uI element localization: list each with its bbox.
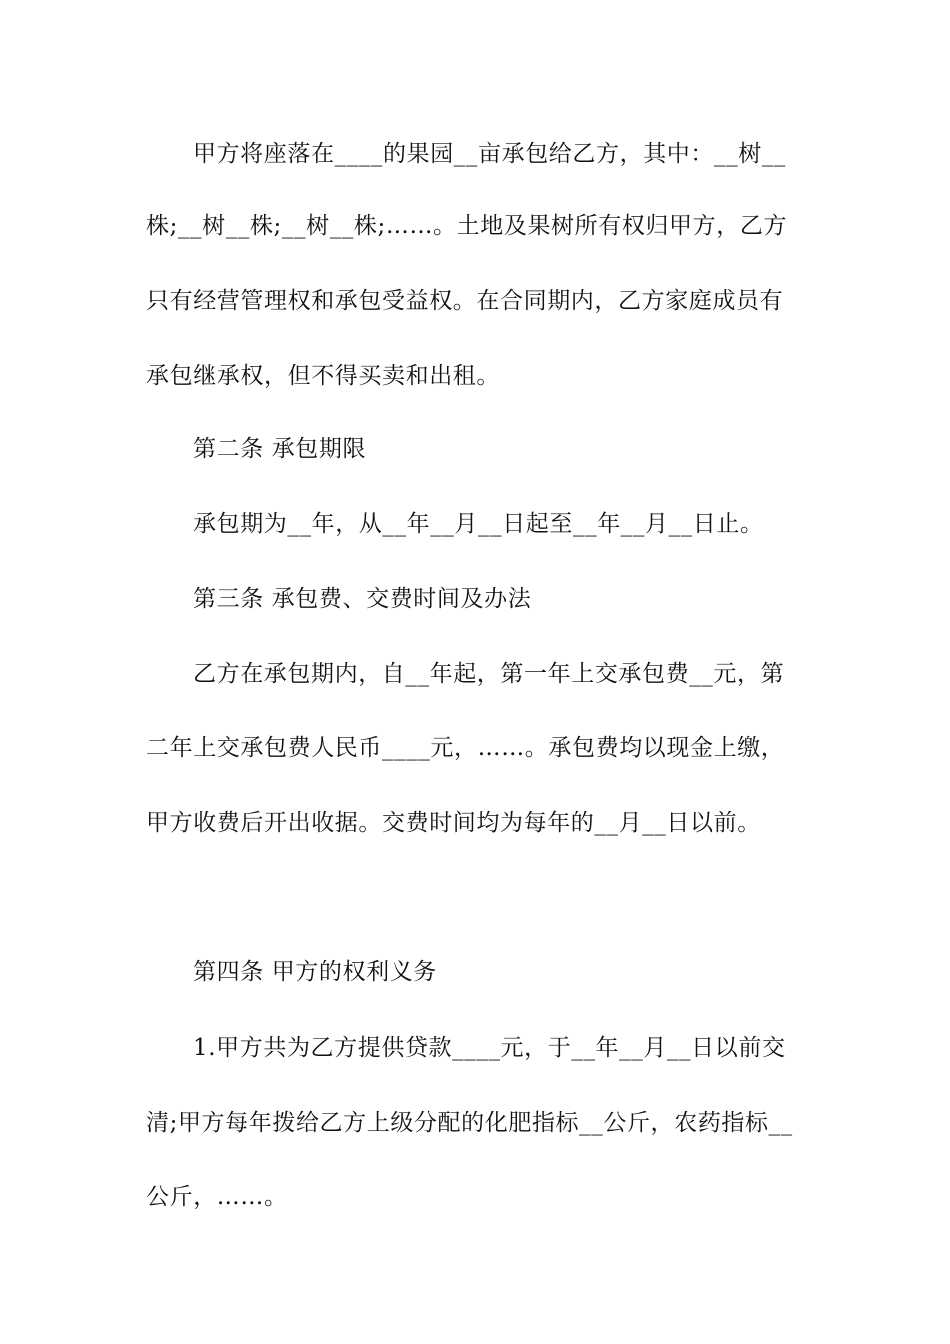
article-body-line: 清;甲方每年拨给乙方上级分配的化肥指标__公斤，农药指标__ bbox=[146, 1110, 793, 1136]
article-body-line: 公斤，……。 bbox=[146, 1184, 288, 1210]
article-heading: 第三条 承包费、交费时间及办法 bbox=[193, 586, 532, 612]
article-body-line: 甲方收费后开出收据。交费时间均为每年的__月__日以前。 bbox=[146, 810, 761, 836]
article-body-line: 1.甲方共为乙方提供贷款____元，于__年__月__日以前交 bbox=[193, 1035, 786, 1061]
article-body-line: 二年上交承包费人民币____元，……。承包费均以现金上缴， bbox=[146, 735, 785, 761]
paragraph-line: 株;__树__株;__树__株;……。土地及果树所有权归甲方，乙方 bbox=[146, 213, 788, 239]
article-body-line: 乙方在承包期内，自__年起，第一年上交承包费__元，第 bbox=[193, 661, 785, 687]
paragraph-line: 只有经营管理权和承包受益权。在合同期内，乙方家庭成员有 bbox=[146, 288, 784, 314]
article-heading: 第二条 承包期限 bbox=[193, 436, 367, 462]
article-body-line: 承包期为__年，从__年__月__日起至__年__月__日止。 bbox=[193, 511, 764, 537]
paragraph-line: 承包继承权，但不得买卖和出租。 bbox=[146, 363, 500, 389]
article-heading: 第四条 甲方的权利义务 bbox=[193, 959, 437, 985]
paragraph-line: 甲方将座落在____的果园__亩承包给乙方，其中：__树__ bbox=[193, 141, 786, 167]
